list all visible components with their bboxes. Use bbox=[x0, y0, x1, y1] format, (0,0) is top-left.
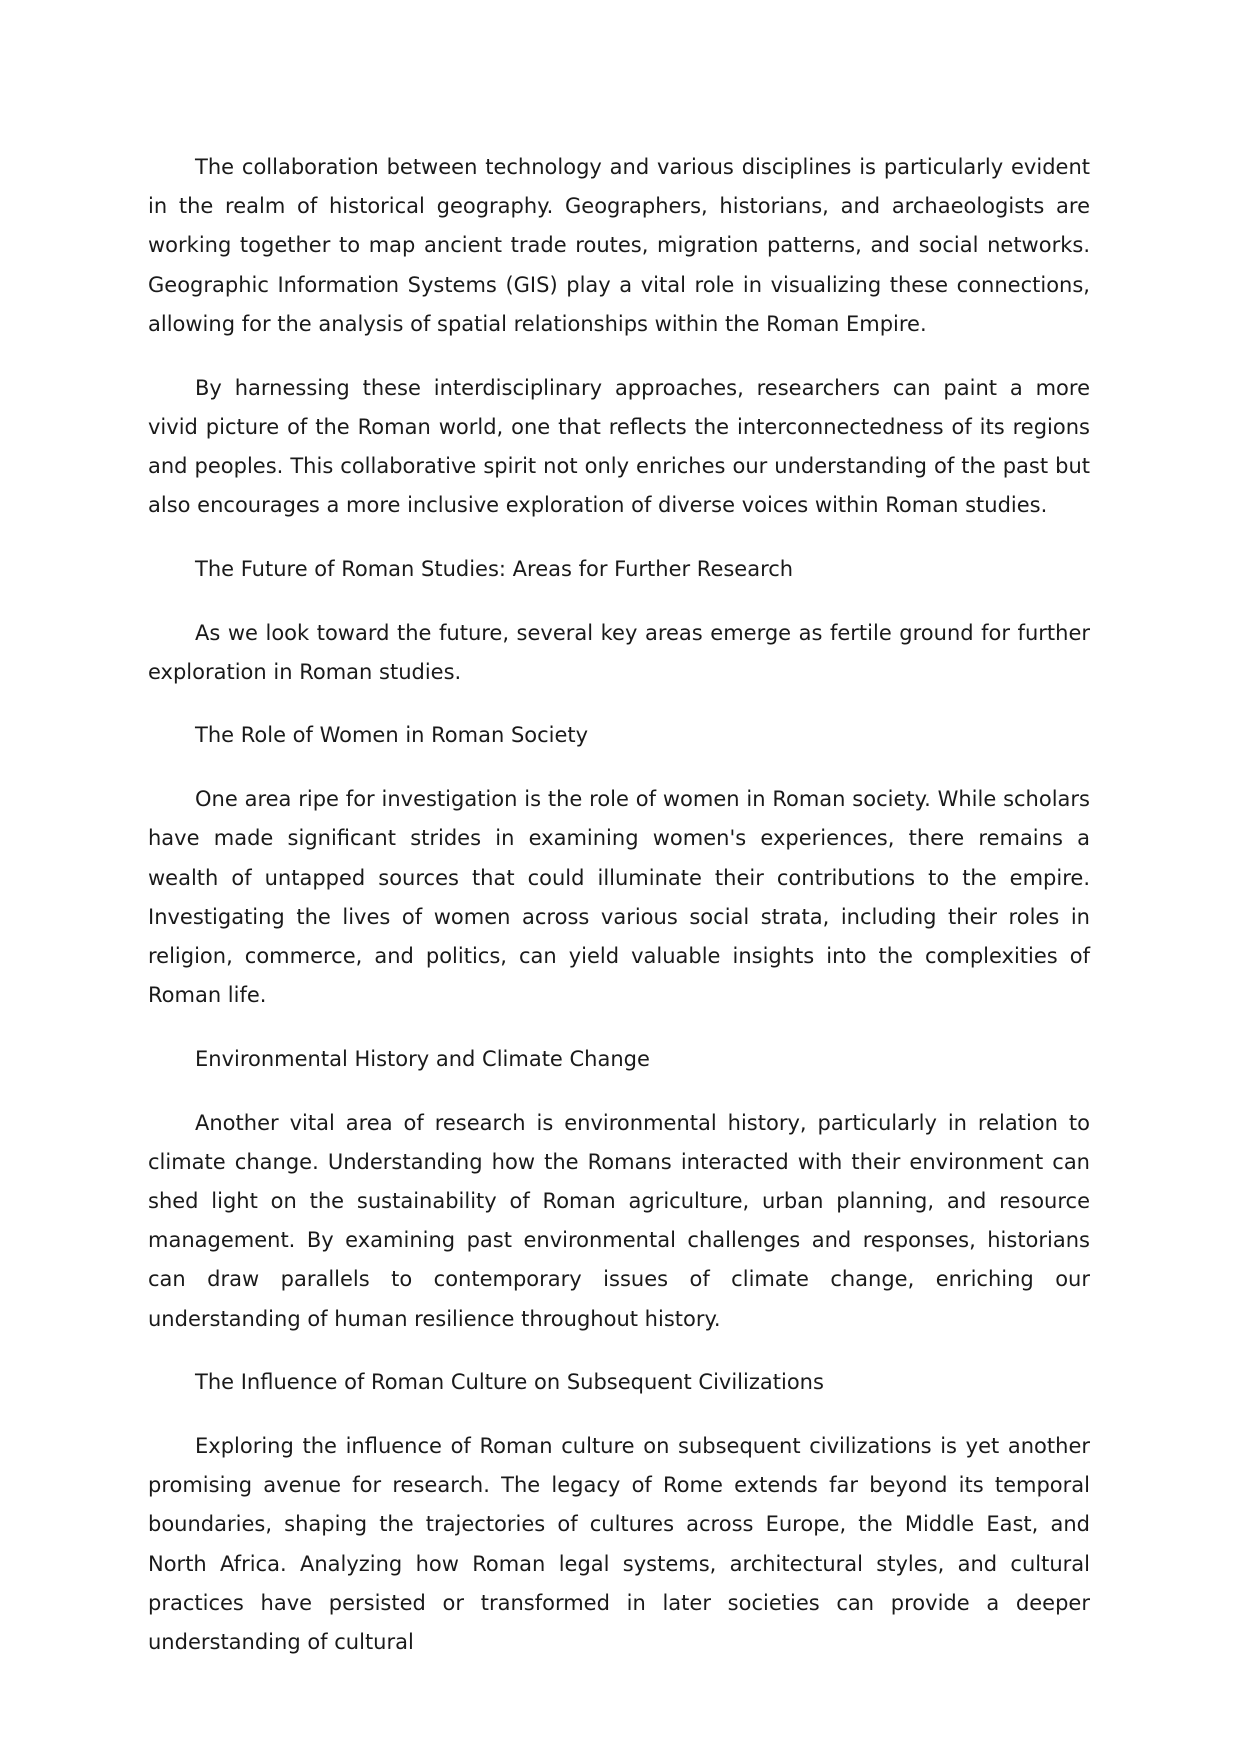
paragraph-historical-geography: The collaboration between technology and various disciplines is particularly evident in the realm of historical geography. Geographers, historians, and archaeologists are working together to map ancient trade routes, migration patterns, and social networks. Geographic Information Systems (GIS) play a vital role in visualizing these connections, allowing for the analysis of spatial relationships within the Roman Empire. bbox=[148, 155, 1090, 336]
section-heading-role-of-women: The Role of Women in Roman Society bbox=[195, 723, 589, 748]
document-page bbox=[148, 148, 1090, 1687]
paragraph-roman-influence: Exploring the influence of Roman culture on subsequent civilizations is yet another promising avenue for research. The legacy of Rome extends far beyond its temporal boundaries, shaping the trajectories of cultures across Europe, the Middle East, and North Africa. Analyzing how Roman legal systems, architectural styles, and cultural practices have persisted or transformed in later societies can provide a deeper understanding of cultural bbox=[148, 1433, 1090, 1654]
section-heading-environmental-history: Environmental History and Climate Change bbox=[195, 1046, 650, 1071]
section-heading-roman-influence: The Influence of Roman Culture on Subsequent Civilizations bbox=[195, 1370, 824, 1395]
paragraph-interdisciplinary-approaches: By harnessing these interdisciplinary approaches, researchers can paint a more vivid picture of the Roman world, one that reflects the interconnectedness of its regions and peoples. This collaborative spirit not only enriches our understanding of the past but also encourages a more inclusive exploration of diverse voices within Roman studies. bbox=[148, 375, 1090, 518]
section-heading-future-of-roman-studies: The Future of Roman Studies: Areas for Further Research bbox=[195, 556, 794, 581]
paragraph-environmental-history: Another vital area of research is environmental history, particularly in relation to climate change. Understanding how the Romans interacted with their environment can shed light on the sustainability of Roman agriculture, urban planning, and resource management. By examining past environmental challenges and responses, historians can draw parallels to contemporary issues of climate change, enriching our understanding of human resilience throughout history. bbox=[148, 1110, 1090, 1331]
paragraph-future-intro: As we look toward the future, several key areas emerge as fertile ground for further exploration in Roman studies. bbox=[148, 620, 1090, 684]
paragraph-role-of-women: One area ripe for investigation is the role of women in Roman society. While scholars have made significant strides in examining women's experiences, there remains a wealth of untapped sources that could illuminate their contributions to the empire. Investigating the lives of women across various social strata, including their roles in religion, commerce, and politics, can yield valuable insights into the complexities of Roman life. bbox=[148, 787, 1090, 1008]
